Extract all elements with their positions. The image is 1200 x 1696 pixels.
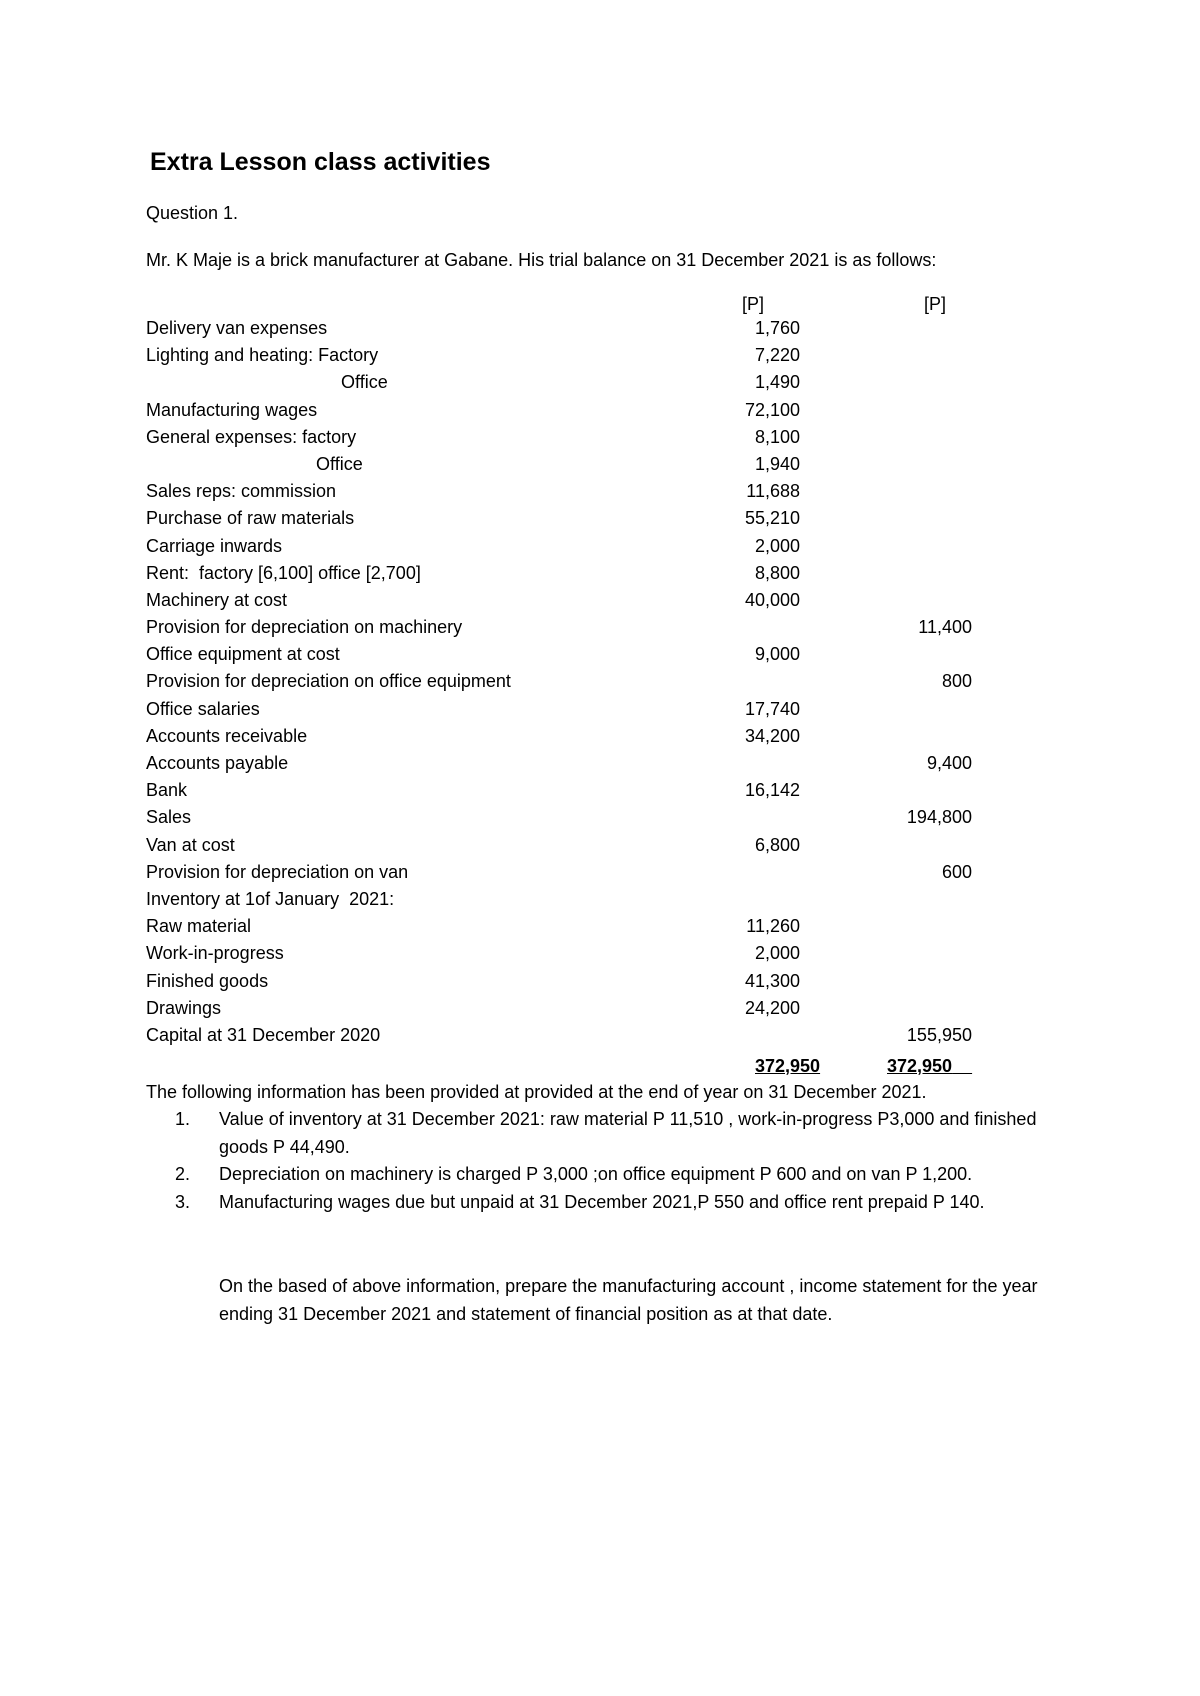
- note-text: Depreciation on machinery is charged P 3,000 ;on office equipment P 600 and on van P 1,200.: [219, 1164, 973, 1184]
- row-debit: 8,100: [754, 426, 800, 447]
- table-row: [0, 508, 1200, 535]
- row-label: Accounts payable: [146, 753, 289, 773]
- trial-balance-table: [0, 318, 1200, 1052]
- note-number: 1.: [175, 1109, 191, 1129]
- row-label: Carriage inwards: [146, 535, 283, 556]
- row-label: Accounts receivable: [146, 725, 308, 746]
- table-row: [0, 889, 1200, 916]
- row-label: Office salaries: [146, 698, 260, 719]
- table-row: [0, 835, 1200, 862]
- table-row: [0, 563, 1200, 590]
- row-label: Sales: [146, 807, 192, 828]
- row-debit: 11,260: [746, 916, 800, 937]
- row-debit: 1,760: [754, 318, 800, 338]
- table-row: [0, 726, 1200, 753]
- list-item: [175, 1106, 1055, 1161]
- notes-list: [175, 1106, 1055, 1216]
- row-label: Rent: factory [6,100] office [2,700]: [146, 562, 421, 583]
- row-credit: 155,950: [906, 1024, 972, 1045]
- table-row: [0, 372, 1200, 399]
- row-credit: 600: [941, 861, 972, 882]
- row-debit: 17,740: [744, 698, 800, 719]
- note-number: 2.: [175, 1164, 191, 1184]
- row-debit: 72,100: [744, 399, 800, 420]
- table-row: [0, 699, 1200, 726]
- closing-instruction: On the based of above information, prepare the manufacturing account , income statement for the year ending 31 December 2021 and statement of financial position as at that date.: [219, 1276, 1038, 1324]
- table-row: [0, 862, 1200, 889]
- row-debit: 7,220: [754, 345, 800, 366]
- row-debit: 24,200: [744, 997, 800, 1018]
- row-label: Provision for depreciation on van: [146, 861, 409, 882]
- table-row: [0, 536, 1200, 563]
- list-item: [175, 1161, 1055, 1189]
- row-label: Delivery van expenses: [146, 318, 328, 338]
- row-label: Work-in-progress: [146, 943, 284, 964]
- row-label: Office: [146, 372, 388, 393]
- list-item: [175, 1189, 1055, 1217]
- row-label: Provision for depreciation on office equipment: [146, 671, 511, 692]
- row-debit: 11,688: [746, 481, 800, 502]
- question-label: Question 1.: [146, 203, 239, 223]
- table-row: [0, 807, 1200, 834]
- table-row: [0, 916, 1200, 943]
- table-row: [0, 1025, 1200, 1052]
- row-label: Machinery at cost: [146, 589, 288, 610]
- row-debit: 55,210: [744, 508, 800, 529]
- row-label: Sales reps: commission: [146, 481, 337, 502]
- note-number: 3.: [175, 1191, 191, 1212]
- credit-total-value: 372,950: [887, 1056, 953, 1076]
- row-debit: 9,000: [754, 644, 800, 665]
- table-row: [0, 427, 1200, 454]
- table-row: [0, 998, 1200, 1025]
- row-debit: 16,142: [744, 780, 800, 801]
- row-label: Van at cost: [146, 834, 235, 855]
- row-credit: 9,400: [926, 753, 972, 773]
- intro-paragraph: Mr. K Maje is a brick manufacturer at Gabane. His trial balance on 31 December 2021 is as follows:: [146, 250, 937, 270]
- row-label: Raw material: [146, 916, 252, 937]
- row-debit: 1,490: [754, 372, 800, 393]
- page-title: Extra Lesson class activities: [150, 148, 491, 176]
- row-label: Finished goods: [146, 970, 269, 991]
- table-row: [0, 400, 1200, 427]
- table-row: [0, 454, 1200, 481]
- table-row: [0, 753, 1200, 780]
- table-row: [0, 780, 1200, 807]
- row-label: Bank: [146, 780, 188, 801]
- row-label: Office equipment at cost: [146, 644, 340, 665]
- row-debit: 6,800: [754, 834, 800, 855]
- debit-column-header: [P]: [741, 294, 764, 314]
- row-label: Provision for depreciation on machinery: [146, 617, 463, 638]
- table-row: [0, 318, 1200, 345]
- table-row: [0, 345, 1200, 372]
- table-row: [0, 617, 1200, 644]
- row-label: General expenses: factory: [146, 426, 357, 447]
- info-intro: The following information has been provided at provided at the end of year on 31 December 2021.: [146, 1082, 927, 1102]
- table-row: [0, 644, 1200, 671]
- table-row: [0, 590, 1200, 617]
- row-debit: 2,000: [754, 535, 800, 556]
- row-debit: 8,800: [754, 562, 800, 583]
- row-debit: 1,940: [754, 453, 800, 474]
- row-credit: 800: [941, 671, 972, 692]
- row-credit: 11,400: [918, 617, 972, 638]
- row-credit: 194,800: [906, 807, 972, 828]
- table-row: [0, 481, 1200, 508]
- credit-total: [887, 1056, 972, 1077]
- row-debit: 2,000: [754, 943, 800, 964]
- note-text: Value of inventory at 31 December 2021: raw material P 11,510 , work-in-progress P3,000 and finished goods P 44,490.: [219, 1109, 1037, 1157]
- row-label: Manufacturing wages: [146, 399, 318, 420]
- note-text: Manufacturing wages due but unpaid at 31 December 2021,P 550 and office rent prepaid P 140.: [219, 1191, 985, 1212]
- row-debit: 41,300: [744, 970, 800, 991]
- credit-column-header: [P]: [923, 294, 946, 314]
- row-debit: 40,000: [744, 589, 800, 610]
- table-row: [0, 671, 1200, 698]
- table-row: [0, 943, 1200, 970]
- row-label: Purchase of raw materials: [146, 508, 355, 529]
- row-label: Drawings: [146, 997, 222, 1018]
- row-debit: 34,200: [744, 725, 800, 746]
- row-label: Capital at 31 December 2020: [146, 1024, 381, 1045]
- debit-total: 372,950: [755, 1056, 821, 1076]
- row-label: Office: [146, 453, 363, 474]
- table-row: [0, 971, 1200, 998]
- row-label: Lighting and heating: Factory: [146, 345, 379, 366]
- row-label: Inventory at 1of January 2021:: [146, 888, 395, 909]
